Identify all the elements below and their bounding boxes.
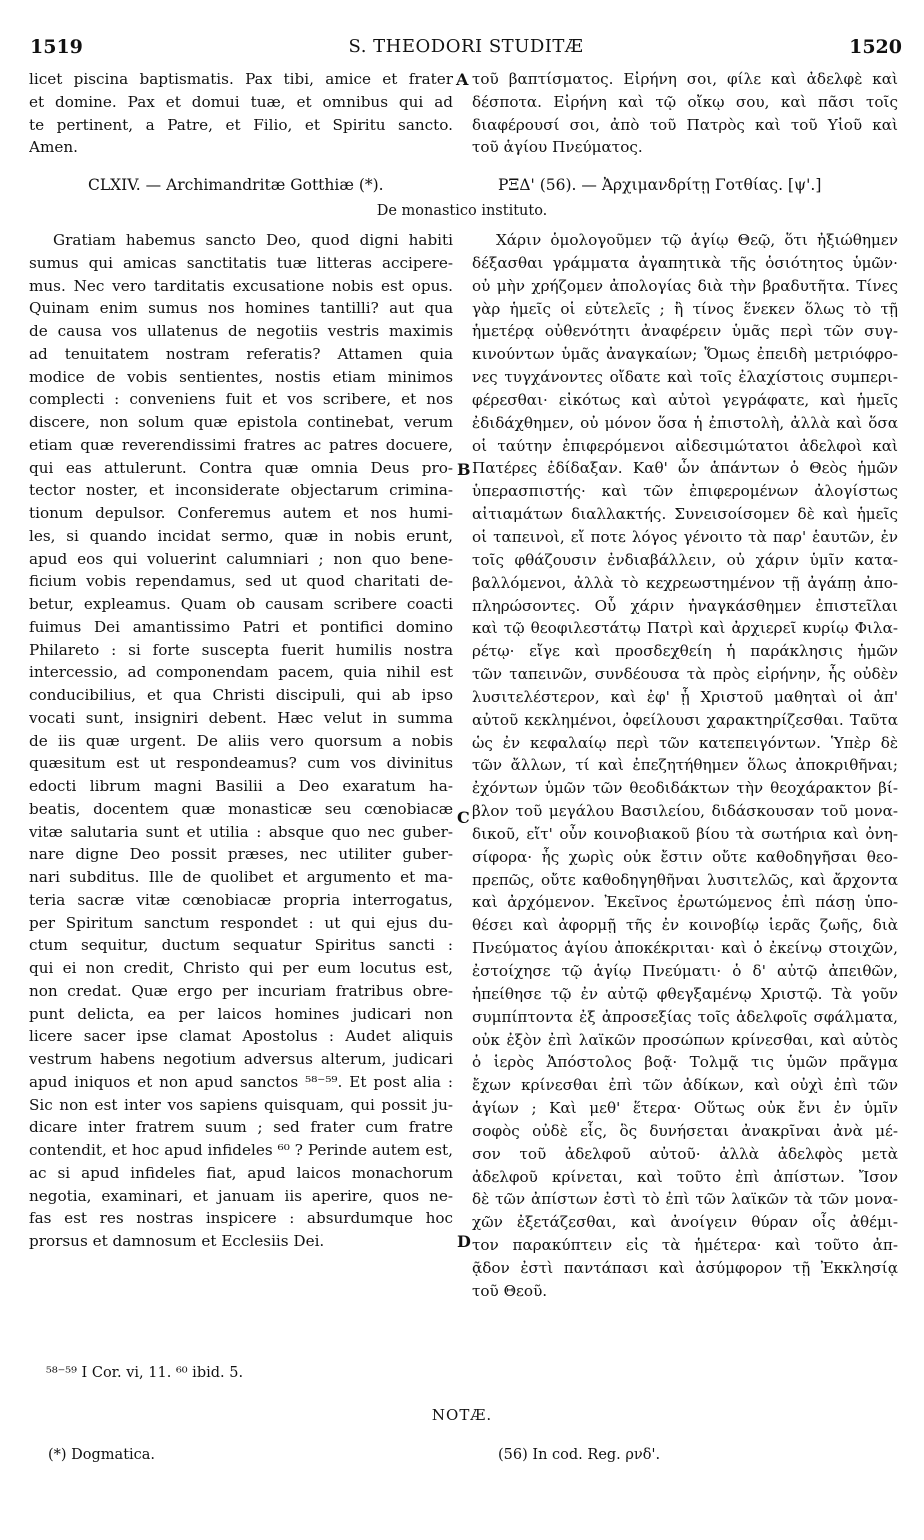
- text-line: conducibilius, et qua Christi discipuli, qui ab ipso: [29, 686, 453, 704]
- text-line: σον τοῦ ἀδελφοῦ αὐτοῦ· ἀλλὰ ἀδελφὸς μετὰ: [472, 1144, 898, 1163]
- text-line: intercessio, ad componendam pacem, quia nihil est: [29, 663, 453, 682]
- page-header: [30, 36, 902, 62]
- text-line: σίφορα· ἧς χωρὶς οὐκ ἔστιν οὔτε καθοδηγῆσαι θεο-: [472, 847, 898, 866]
- text-line: tector noster, et inconsiderate objectarum crimina-: [29, 481, 453, 500]
- text-line: τοῖς φθάζουσιν ἐνδιαβάλλειν, οὐ χάριν ὑμῖν κατα-: [472, 550, 898, 569]
- text-line: teria sacræ vitæ cœnobiacæ propria interrogatus,: [29, 890, 453, 909]
- text-line: τον παρακύπτειν εἰς τὰ ἡμέτερα· καὶ τοῦτο ἀπ-: [472, 1236, 898, 1255]
- text-line: apud iniquos et non apud sanctos ⁵⁸⁻⁵⁹. Et post alia :: [29, 1072, 453, 1091]
- text-line: ἐδιδάχθημεν, οὐ μόνον ὅσα ἡ ἐπιστολὴ, ἀλλὰ καὶ ὅσα: [472, 413, 898, 432]
- text-line: οὐκ ἐξὸν ἐπὶ λαϊκῶν προσώπων κρίνεσθαι, καὶ αὐτὸς: [472, 1030, 898, 1049]
- text-line: καὶ τῷ θεοφιλεστάτῳ Πατρὶ καὶ ἀρχιερεῖ κυρίῳ Φιλα-: [472, 619, 898, 638]
- text-line: νες τυγχάνοντες οἴδατε καὶ τοῖς ἐλαχίστοις συμπερι-: [472, 368, 898, 387]
- running-title: S. THEODORI STUDITÆ: [348, 36, 584, 57]
- text-line: Philareto : si forte suscepta fuerit humilis nostra: [29, 640, 453, 659]
- text-line: beatis, docentem quæ monasticæ seu cœnobiacæ: [29, 799, 453, 818]
- text-line: Πατέρες ἐδίδαξαν. Καθ' ὧν ἁπάντων ὁ Θεὸς ἡμῶν: [472, 459, 898, 478]
- text-line: βλον τοῦ μεγάλου Βασιλείου, διδάσκουσαν τοῦ μονα-: [472, 802, 898, 821]
- text-line: τοῦ ἁγίου Πνεύματος.: [472, 138, 643, 157]
- text-line: apud eos qui voluerint calumniari ; non quo bene-: [29, 549, 453, 568]
- text-line: Amen.: [29, 138, 78, 157]
- text-line: δὲ τῶν ἀπίστων ἐστὶ τὸ ἐπὶ τῶν λαϊκῶν τὰ τῶν μονα-: [472, 1190, 898, 1209]
- text-line: ὁ ἱερὸς Ἀπόστολος βοᾷ· Τολμᾷ τις ὑμῶν πρᾶγμα: [472, 1053, 898, 1072]
- text-line: les, si quando incidat sermo, quæ in nobis erunt,: [29, 526, 453, 545]
- text-line: τῶν ἄλλων, τί καὶ ἐπεζητήθημεν ὅλως ἀποκριθῆναι;: [472, 756, 898, 775]
- text-line: ἠπείθησε τῷ ἐν αὐτῷ φθεγξαμένῳ Χριστῷ. Τὰ γοῦν: [472, 984, 898, 1003]
- text-line: contendit, et hoc apud infideles ⁶⁰ ? Perinde autem est,: [29, 1141, 453, 1159]
- page-number-left: 1519: [30, 36, 83, 58]
- margin-letter-b: B: [457, 460, 471, 479]
- text-line: fuimus Dei amantissimo Patri et pontifici domino: [29, 617, 453, 636]
- text-line: θέσει καὶ ἀφορμῇ τῆς ἐν κοινοβίῳ ἱερᾶς ζωῆς, διὰ: [472, 916, 898, 935]
- margin-letter-d: D: [457, 1232, 471, 1251]
- text-line: χῶν ἐξετάζεσθαι, καὶ ἀνοίγειν θύραν οἷς ἀθέμι-: [472, 1213, 898, 1232]
- text-line: ac si apud infideles fiat, apud laicos monachorum: [29, 1163, 453, 1182]
- text-line: βαλλόμενοι, ἀλλὰ τὸ κεχρεωστημένον τῇ ἀγάπῃ ἀπο-: [472, 573, 898, 592]
- text-line: qui ei non credit, Christo qui per eum locutus est,: [29, 959, 453, 977]
- text-line: Χάριν ὁμολογοῦμεν τῷ ἁγίῳ Θεῷ, ὅτι ἠξιώθημεν: [496, 231, 898, 249]
- text-line: οἱ ταύτην ἐπιφερόμενοι αἰδεσιμώτατοι ἀδελφοὶ καὶ: [472, 436, 898, 455]
- text-line: ᾷδον ἐστὶ παντάπασι καὶ ἀσύμφορον τῇ Ἐκκλησίᾳ: [472, 1258, 898, 1277]
- greek-column-body: [472, 229, 898, 1303]
- text-line: qui eas attulerunt. Contra quæ omnia Deus pro-: [29, 458, 453, 477]
- notae-title: NOTÆ.: [431, 1406, 493, 1424]
- latin-heading-text: CLXIV. — Archimandritæ Gotthiæ (*).: [88, 176, 384, 194]
- text-line: quæsitum est ut respondeamus? cum vos divinitus: [29, 754, 453, 773]
- text-line: αὐτοῦ κεκλημένοι, ὀφείλουσι χαρακτηρίζεσθαι. Ταῦτα: [472, 710, 898, 729]
- text-line: nari subditus. Ille de quolibet et argumento et ma-: [29, 868, 453, 886]
- note-left: (*) Dogmatica.: [48, 1447, 156, 1463]
- text-line: de causa vos ullatenus de negotiis vestris maximis: [29, 322, 453, 340]
- note-right: (56) In cod. Reg. ρνδ'.: [498, 1447, 661, 1463]
- subheading: De monastico instituto.: [376, 203, 548, 219]
- text-line: τοῦ βαπτίσματος. Εἰρήνη σοι, φίλε καὶ ἀδελφὲ καὶ: [472, 70, 898, 88]
- text-line: καὶ ἀρχόμενον. Ἐκεῖνος ἐρωτώμενος ἐπὶ πάσῃ ὑπο-: [472, 893, 898, 912]
- text-line: φέρεσθαι· εἰκότως καὶ αὐτοὶ γεγράφατε, καὶ ἡμεῖς: [472, 390, 898, 409]
- footnote: ⁵⁸⁻⁵⁹ I Cor. vi, 11. ⁶⁰ ibid. 5.: [46, 1365, 244, 1381]
- text-line: sumus qui amicas sanctitatis tuæ litteras accipere-: [29, 253, 453, 272]
- page-number-right: 1520: [849, 36, 902, 58]
- text-line: modice de vobis sentientes, nostis etiam minimos: [29, 367, 453, 386]
- text-line: discere, non solum quæ epistola continebat, verum: [29, 413, 453, 431]
- text-line: σοφὸς οὐδὲ εἷς, ὃς δυνήσεται ἀνακρῖναι ἀνὰ μέ-: [472, 1121, 898, 1140]
- text-line: dicare inter fratrem suum ; sed frater cum fratre: [29, 1118, 453, 1137]
- text-line: πληρώσοντες. Οὗ χάριν ἠναγκάσθημεν ἐπιστεῖλαι: [472, 596, 898, 615]
- text-line: δέξασθαι γράμματα ἀγαπητικὰ τῆς ὁσιότητος ὑμῶν·: [472, 253, 898, 272]
- text-line: ficium vobis rependamus, sed ut quod charitati de-: [29, 572, 453, 591]
- text-line: ἐστοίχησε τῷ ἁγίῳ Πνεύματι· ὁ δ' αὐτῷ ἀπειθῶν,: [472, 962, 898, 980]
- text-line: non credat. Quæ ergo per incuriam fratribus obre-: [29, 981, 453, 1000]
- text-line: mus. Nec vero tarditatis excusatione nobis est opus.: [29, 276, 453, 295]
- text-line: διαφέρουσί σοι, ἀπὸ τοῦ Πατρὸς καὶ τοῦ Υἱοῦ καὶ: [472, 115, 898, 134]
- text-line: ἁγίων ; Καὶ μεθ' ἕτερα· Οὕτως οὐκ ἔνι ἐν ὑμῖν: [472, 1099, 898, 1118]
- text-line: complecti : conveniens fuit et vos scribere, et nos: [29, 390, 453, 409]
- text-line: prorsus et damnosum et Ecclesiis Dei.: [29, 1232, 325, 1250]
- text-line: Gratiam habemus sancto Deo, quod digni habiti: [53, 231, 453, 249]
- text-line: etiam quæ reverendissimi fratres ac patres docuere,: [29, 435, 453, 454]
- text-line: vestrum habens negotium adversus alterum, judicari: [29, 1050, 453, 1068]
- margin-letter-c: C: [457, 808, 470, 827]
- greek-column-top: [472, 68, 898, 159]
- text-line: et domine. Pax et domui tuæ, et omnibus qui ad: [29, 92, 453, 111]
- text-line: ad tenuitatem nostram referatis? Attamen quia: [29, 344, 453, 363]
- text-line: punt delicta, ea per laicos homines judicari non: [29, 1004, 453, 1023]
- text-line: λυσιτελέστερον, καὶ ἐφ' ᾗ Χριστοῦ μαθηταὶ οἱ ἀπ': [472, 687, 898, 706]
- text-line: συμπίπτοντα ἐξ ἀπροσεξίας τοῖς ἀδελφοῖς σφάλματα,: [472, 1007, 898, 1026]
- text-line: licere sacer ipse clamat Apostolus : Audet aliquis: [29, 1027, 453, 1046]
- text-line: Πνεύματος ἁγίου ἀποκέκριται· καὶ ὁ ἐκείνῳ στοιχῶν,: [472, 939, 898, 958]
- text-line: ὡς ἐν κεφαλαίῳ περὶ τῶν κατεπειγόντων. Ὑπὲρ δὲ: [472, 733, 898, 752]
- text-line: γὰρ ἡμεῖς οἱ εὐτελεῖς ; ἢ τίνος ἕνεκεν ὅλως τὸ τῇ: [472, 299, 898, 318]
- text-line: ἐχόντων ὑμῶν τῶν θεοδιδάκτων τὴν θεοχάρακτον βί-: [472, 779, 898, 798]
- latin-column-top: [29, 68, 453, 159]
- margin-letter-a: A: [456, 70, 469, 89]
- text-line: ὑπερασπιστής· καὶ τῶν ἐπιφερομένων ἀλογίστως: [472, 482, 898, 501]
- text-line: ἔχων κρίνεσθαι ἐπὶ τῶν ἀδίκων, καὶ οὐχὶ ἐπὶ τῶν: [472, 1076, 898, 1095]
- text-line: te pertinent, a Patre, et Filio, et Spiritu sancto.: [29, 115, 453, 134]
- text-line: licet piscina baptismatis. Pax tibi, amice et frater: [29, 70, 453, 88]
- text-line: edocti librum magni Basilii a Deo exaratum ha-: [29, 777, 453, 795]
- text-line: ἀδελφοῦ κρίνεται, καὶ τοῦτο ἐπὶ ἀπίστων. Ἴσον: [472, 1167, 898, 1186]
- text-line: negotia, examinari, et januam iis aperire, quos ne-: [29, 1186, 453, 1205]
- text-line: tionum depulsor. Conferemus autem et nos humi-: [29, 504, 453, 522]
- text-line: de iis quæ urgent. De aliis vero quorsum a nobis: [29, 731, 453, 750]
- text-line: δικοῦ, εἴτ' οὖν κοινοβιακοῦ βίου τὰ σωτήρια καὶ ὀνη-: [472, 824, 898, 843]
- text-line: Sic non est inter vos sapiens quisquam, qui possit ju-: [29, 1095, 453, 1114]
- greek-letter-heading: [498, 176, 821, 194]
- text-line: per Spiritum sanctum respondet : ut qui ejus du-: [29, 913, 453, 932]
- latin-letter-heading: [88, 176, 384, 194]
- text-line: nare digne Deo possit præses, nec utiliter guber-: [29, 845, 453, 864]
- text-line: τοῦ Θεοῦ.: [472, 1281, 548, 1300]
- text-line: ἡμετέρᾳ οὐθενότητι ἀναφέρειν ὑμᾶς περὶ τῶν συγ-: [472, 322, 898, 341]
- text-line: οἱ ταπεινοὶ, εἴ ποτε λόγος γένοιτο τὰ παρ' ἑαυτῶν, ἐν: [472, 527, 898, 546]
- text-line: fas est res nostras inspicere : absurdumque hoc: [29, 1209, 453, 1228]
- text-line: τῶν ταπεινῶν, συνδέουσα τὰ πρὸς εἰρήνην, ἧς οὐδὲν: [472, 665, 898, 684]
- text-line: betur, expleamus. Quam ob causam scribere coacti: [29, 595, 453, 613]
- text-line: δέσποτα. Εἰρήνη καὶ τῷ οἴκῳ σου, καὶ πᾶσι τοῖς: [472, 92, 898, 111]
- text-line: οὐ μὴν χρήζομεν ἀπολογίας διὰ τὴν βραδυτῆτα. Τίνες: [472, 276, 898, 295]
- latin-column-body: [29, 229, 453, 1253]
- text-line: αἰτιαμάτων διαλλακτής. Συνεισοίσομεν δὲ καὶ ἡμεῖς: [472, 505, 898, 524]
- text-line: Quinam enim sumus nos homines tantilli? aut qua: [29, 299, 453, 318]
- text-line: vocati sunt, insigniri debent. Hæc velut in summa: [29, 708, 453, 727]
- text-line: πρεπῶς, οὔτε καθοδηγηθῆναι λυσιτελῶς, καὶ ἄρχοντα: [472, 870, 898, 889]
- greek-heading-text: ΡΞΔ' (56). — Ἀρχιμανδρίτῃ Γοτθίας. [ψ'.]: [498, 176, 822, 194]
- text-line: vitæ salutaria sunt et utilia : absque quo nec guber-: [29, 822, 453, 841]
- text-line: κινούντων ὑμᾶς ἀναγκαίων; Ὅμως ἐπειδὴ μετριόφρο-: [472, 345, 898, 364]
- text-line: ρέτῳ· εἴγε καὶ προσδεχθείη ἡ παράκλησις ἡμῶν: [472, 642, 898, 661]
- text-line: ctum sequitur, ductum sequatur Spiritus sancti :: [29, 936, 453, 955]
